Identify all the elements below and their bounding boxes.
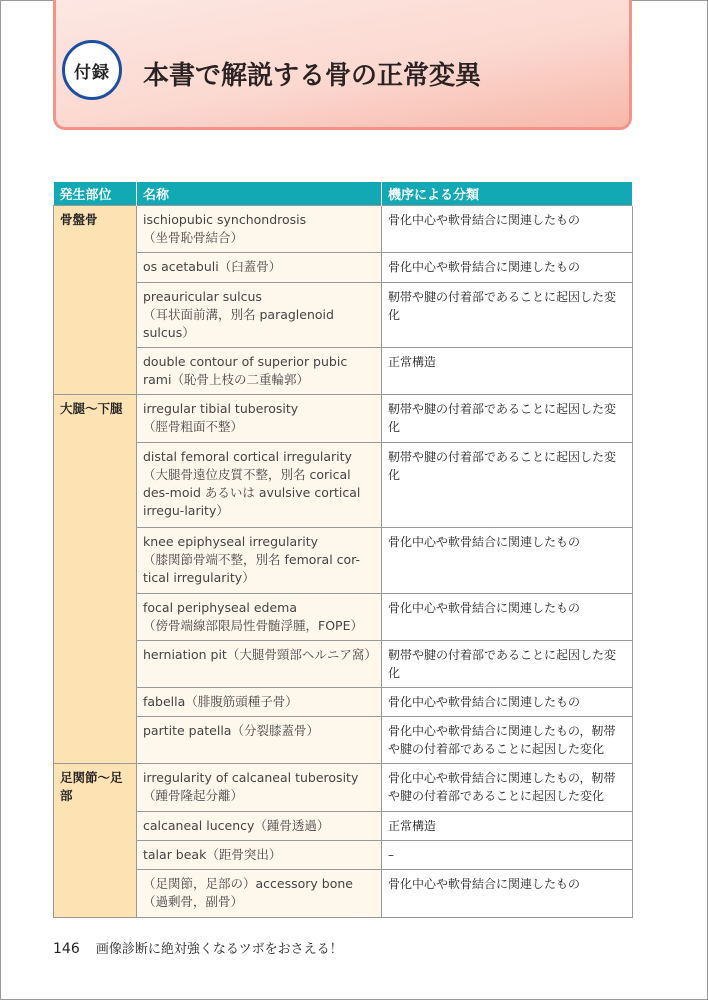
classification-cell: 骨化中心や軟骨結合に関連したもの [382,253,633,283]
classification-cell: 骨化中心や軟骨結合に関連したもの [382,528,633,594]
classification-cell: 骨化中心や軟骨結合に関連したもの，靭帯や腱の付着部であることに起因した変化 [382,717,633,764]
table-row [54,253,633,283]
name-cell: preauricular sulcus （耳状面前溝，別名 paraglenoid sulcus） [137,283,382,348]
table-row [54,812,633,841]
table-row [54,283,633,348]
page-number: 146 [53,941,80,957]
column-header-name: 名称 [137,182,382,206]
classification-cell: 靭帯や腱の付着部であることに起因した変化 [382,283,633,348]
classification-cell: 骨化中心や軟骨結合に関連したもの，靭帯や腱の付着部であることに起因した変化 [382,764,633,812]
classification-cell: 骨化中心や軟骨結合に関連したもの [382,206,633,253]
classification-cell: 靭帯や腱の付着部であることに起因した変化 [382,395,633,443]
book-title: 画像診断に絶対強くなるツボをおさえる！ [95,942,343,957]
table-row [54,764,633,812]
classification-cell: 骨化中心や軟骨結合に関連したもの [382,688,633,717]
table-row [54,528,633,594]
classification-cell: 骨化中心や軟骨結合に関連したもの [382,870,633,918]
classification-cell: – [382,841,633,870]
table-header-row [54,182,633,206]
classification-cell: 骨化中心や軟骨結合に関連したもの [382,594,633,641]
classification-cell: 正常構造 [382,812,633,841]
name-cell: double contour of superior pubic rami（恥骨上枝の二重輪郭） [137,348,382,395]
name-cell: ischiopubic synchondrosis （坐骨恥骨結合） [137,206,382,253]
name-cell: irregular tibial tuberosity （脛骨粗面不整） [137,395,382,443]
column-header-site: 発生部位 [54,182,137,206]
site-cell: 大腿〜下腿 [54,395,137,764]
site-cell: 足関節〜足部 [54,764,137,918]
classification-cell: 靭帯や腱の付着部であることに起因した変化 [382,641,633,688]
table-row [54,841,633,870]
name-cell: irregularity of calcaneal tuberosity （踵骨隆起分離） [137,764,382,812]
table-row [54,688,633,717]
name-cell: fabella（腓腹筋頭種子骨） [137,688,382,717]
name-cell: os acetabuli（臼蓋骨） [137,253,382,283]
table-row [54,717,633,764]
page-footer [53,938,343,957]
name-cell: distal femoral cortical irregularity（大腿骨遠位皮質不整，別名 corical des-moid あるいは avulsive cortical irregu-larity） [137,443,382,528]
table-row [54,395,633,443]
classification-cell: 靭帯や腱の付着部であることに起因した変化 [382,443,633,528]
name-cell: talar beak（距骨突出） [137,841,382,870]
page-title: 本書で解説する骨の正常変異 [143,61,482,91]
name-cell: partite patella（分裂膝蓋骨） [137,717,382,764]
bone-variants-table [53,182,633,918]
name-cell: （足関節，足部の）accessory bone（過剰骨，副骨） [137,870,382,918]
name-cell: herniation pit（大腿骨頸部ヘルニア窩） [137,641,382,688]
name-cell: focal periphyseal edema （傍骨端線部限局性骨髄浮腫，FOPE） [137,594,382,641]
table-row [54,641,633,688]
table-row [54,870,633,918]
appendix-badge: 付録 [62,40,122,100]
classification-cell: 正常構造 [382,348,633,395]
column-header-classification: 機序による分類 [382,182,633,206]
table-row [54,206,633,253]
table-row [54,443,633,528]
table-row [54,348,633,395]
name-cell: calcaneal lucency（踵骨透過） [137,812,382,841]
table-row [54,594,633,641]
name-cell: knee epiphyseal irregularity （膝関節骨端不整，別名 femoral cor-tical irregularity） [137,528,382,594]
site-cell: 骨盤骨 [54,206,137,395]
